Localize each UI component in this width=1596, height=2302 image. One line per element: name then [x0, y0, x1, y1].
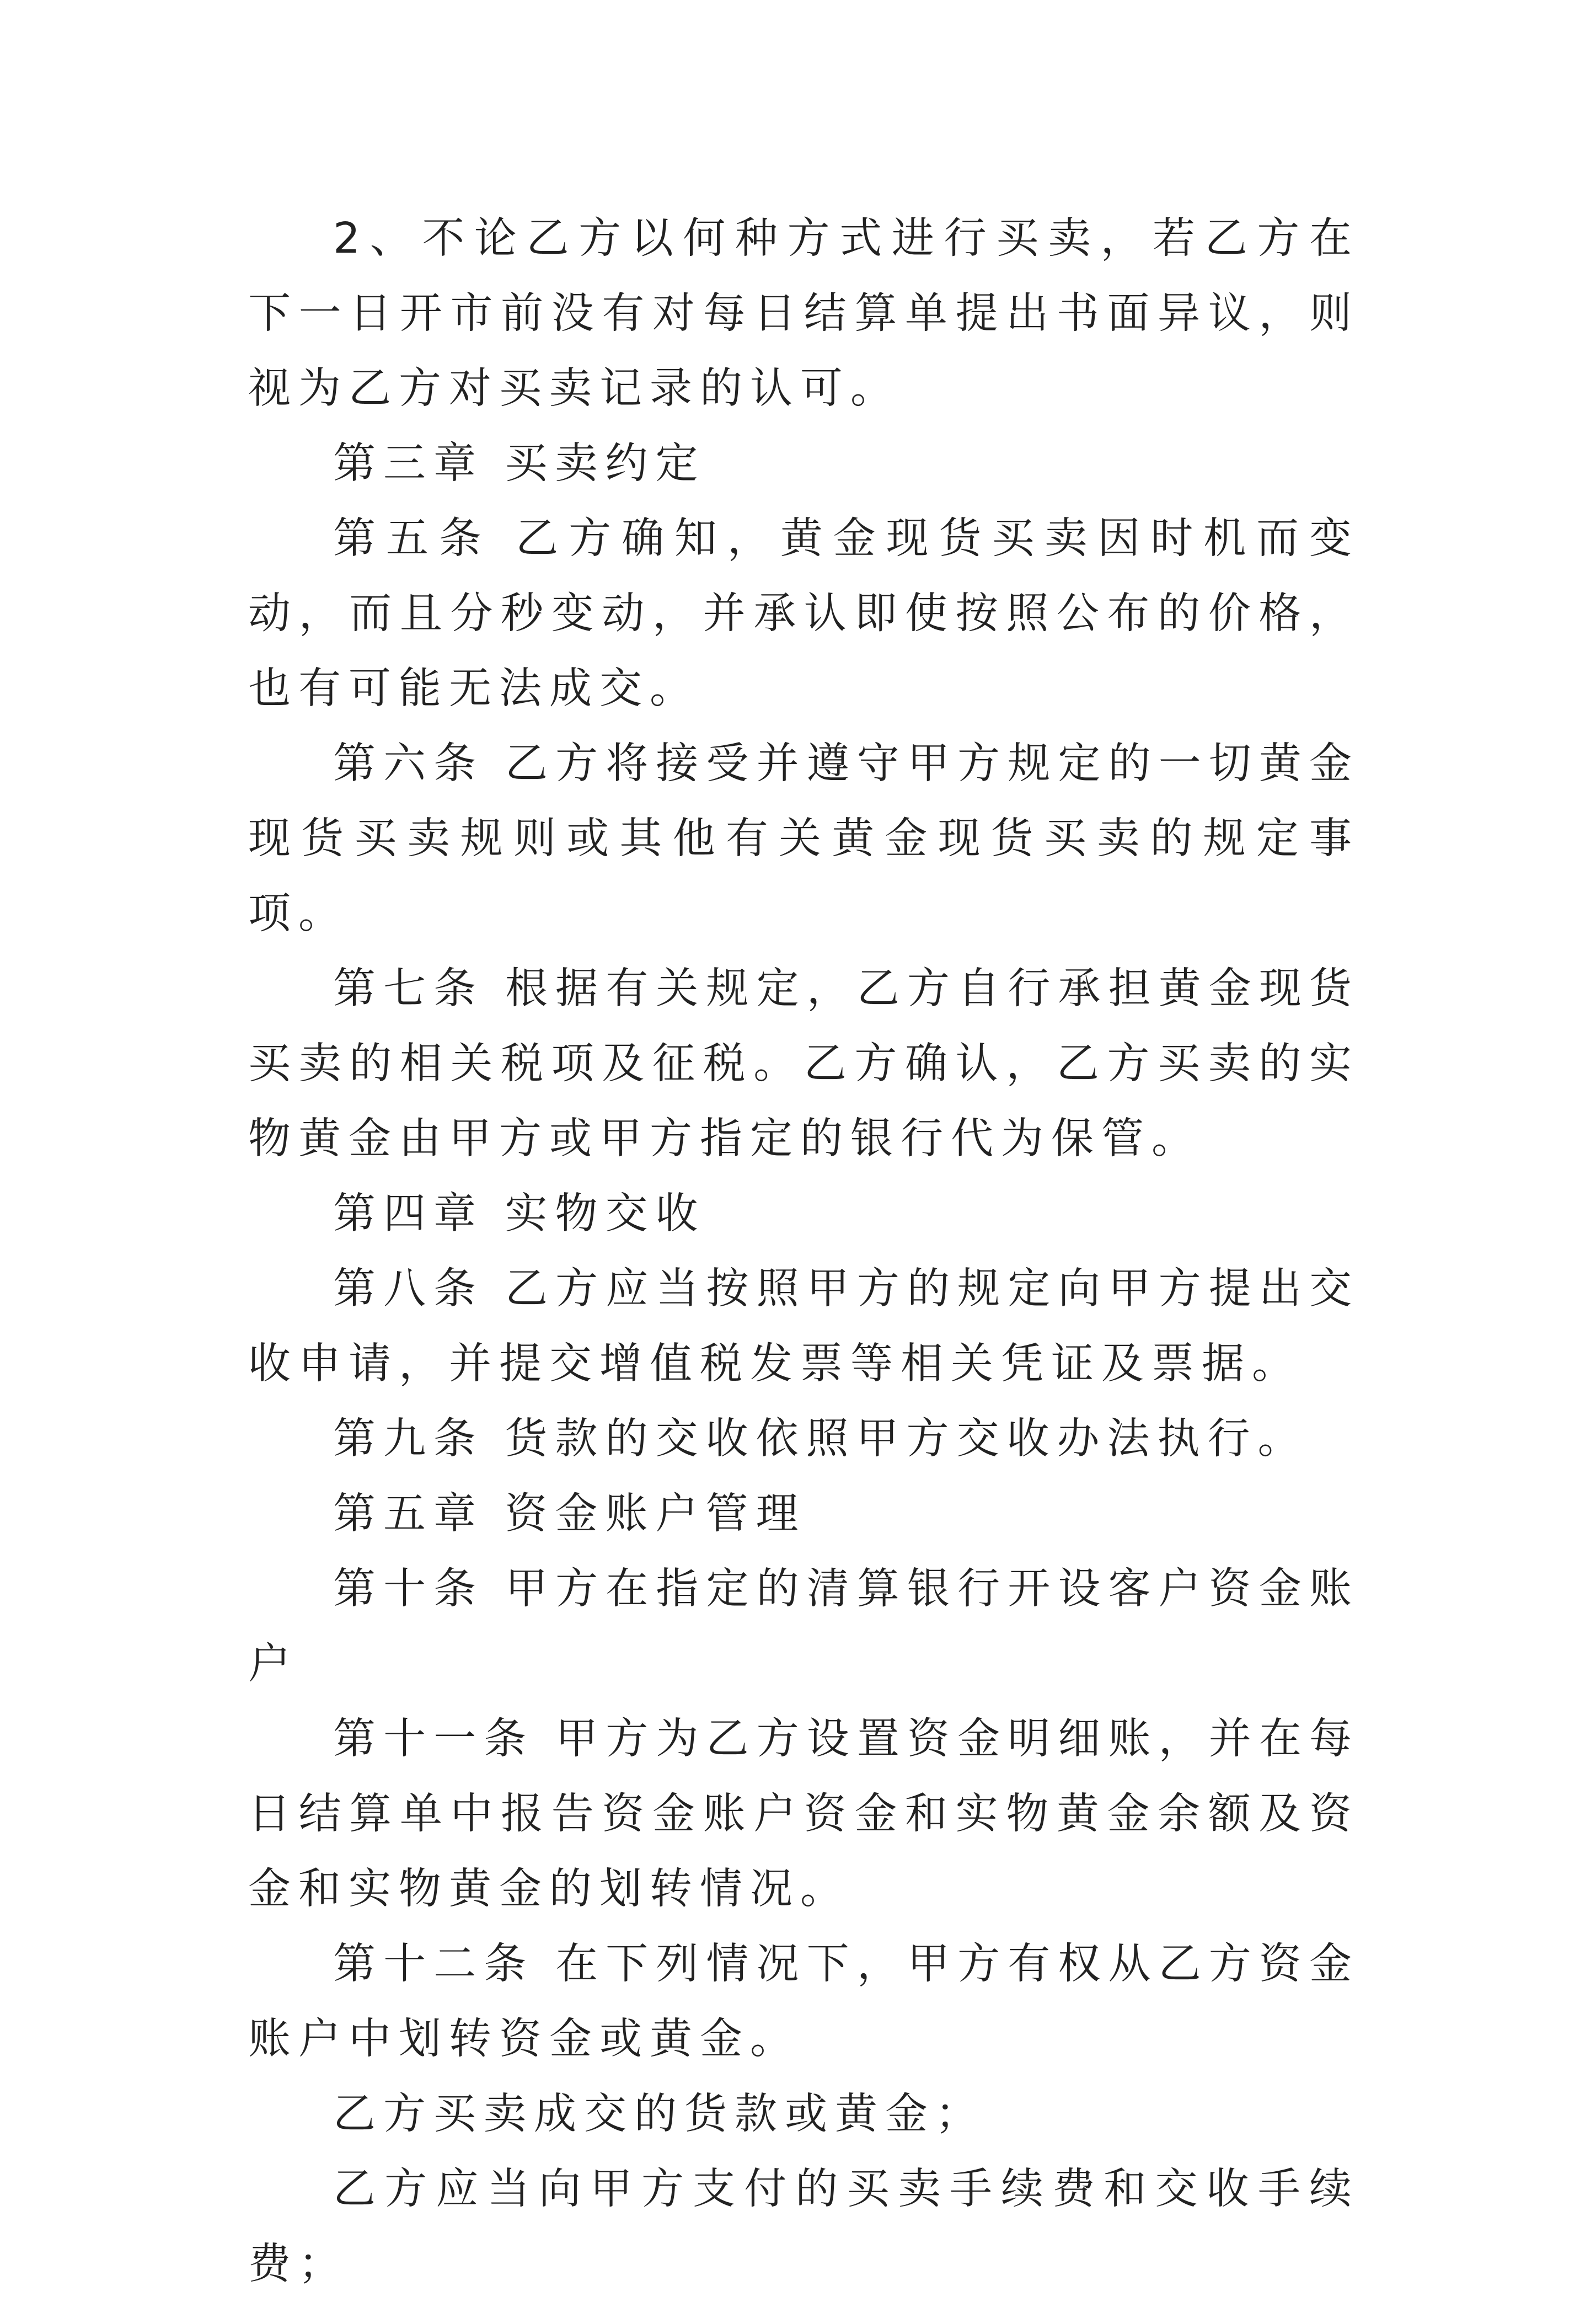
paragraph-clause-2: 2、不论乙方以何种方式进行买卖，若乙方在下一日开市前没有对每日结算单提出书面异议，则视为乙方对买卖记录的认可。 [248, 214, 1359, 413]
document-body [248, 201, 1359, 2302]
article-12: 第十二条 在下列情况下，甲方有权从乙方资金账户中划转资金或黄金。 [248, 1940, 1359, 2064]
chapter-5-heading: 第五章 资金账户管理 [333, 1489, 806, 1539]
list-item-fees: 乙方应当向甲方支付的买卖手续费和交收手续费； [248, 2165, 1359, 2289]
article-11: 第十一条 甲方为乙方设置资金明细账，并在每日结算单中报告资金账户资金和实物黄金余额及资金和实物黄金的划转情况。 [248, 1715, 1359, 1914]
article-5: 第五条 乙方确知，黄金现货买卖因时机而变动，而且分秒变动，并承认即使按照公布的价格，也有可能无法成交。 [248, 514, 1359, 713]
list-item-payment: 乙方买卖成交的货款或黄金； [333, 2090, 986, 2139]
chapter-4-heading: 第四章 实物交收 [333, 1189, 706, 1238]
article-6: 第六条 乙方将接受并遵守甲方规定的一切黄金现货买卖规则或其他有关黄金现货买卖的规定事项。 [248, 739, 1359, 938]
article-10: 第十条 甲方在指定的清算银行开设客户资金账户 [248, 1564, 1359, 1689]
article-7: 第七条 根据有关规定，乙方自行承担黄金现货买卖的相关税项及征税。乙方确认，乙方买卖的实物黄金由甲方或甲方指定的银行代为保管。 [248, 964, 1359, 1163]
article-8: 第八条 乙方应当按照甲方的规定向甲方提出交收申请，并提交增值税发票等相关凭证及票据。 [248, 1264, 1359, 1388]
article-9: 第九条 货款的交收依照甲方交收办法执行。 [333, 1414, 1308, 1464]
chapter-3-heading: 第三章 买卖约定 [333, 439, 706, 488]
